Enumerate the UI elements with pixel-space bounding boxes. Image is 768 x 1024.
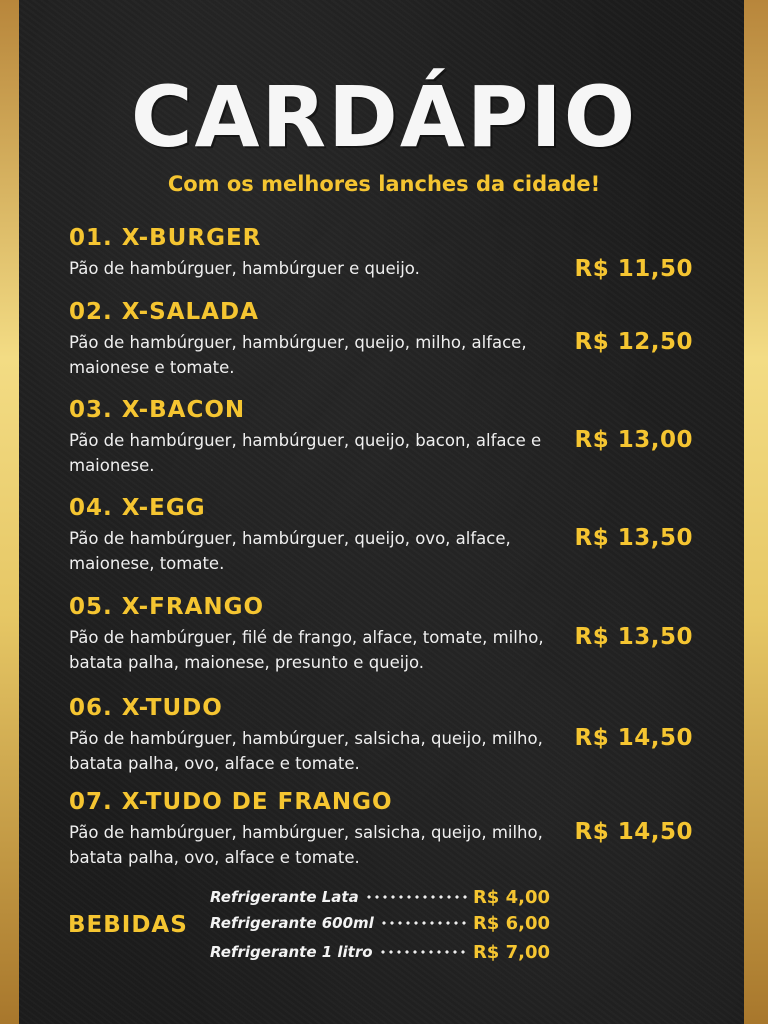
drink-name: Refrigerante 1 litro (210, 943, 373, 961)
item-name: 01. X-BURGER (69, 225, 262, 251)
item-price: R$ 14,50 (574, 819, 693, 845)
item-name: 05. X-FRANGO (69, 594, 265, 620)
menu-item (69, 494, 709, 576)
item-description: Pão de hambúrguer, hambúrguer, salsicha, queijo, milho, batata palha, ovo, alface e tomate. (69, 823, 543, 867)
item-price: R$ 13,50 (574, 624, 693, 650)
item-price: R$ 14,50 (574, 725, 693, 751)
menu-item (69, 396, 709, 478)
item-price: R$ 12,50 (574, 329, 693, 355)
dotted-leader (380, 921, 467, 925)
drink-item (210, 885, 550, 909)
drink-name: Refrigerante 600ml (210, 914, 374, 932)
drink-item (210, 940, 550, 964)
drink-price: R$ 7,00 (472, 941, 550, 963)
drink-name: Refrigerante Lata (210, 888, 359, 906)
item-name: 06. X-TUDO (69, 695, 223, 721)
menu-item (69, 298, 709, 380)
item-name: 04. X-EGG (69, 495, 206, 521)
menu-item (69, 224, 709, 281)
item-description: Pão de hambúrguer, hambúrguer, queijo, bacon, alface e maionese. (69, 431, 542, 475)
item-name: 07. X-TUDO DE FRANGO (69, 789, 393, 815)
dotted-leader (365, 895, 467, 899)
item-price: R$ 11,50 (574, 256, 693, 282)
item-description: Pão de hambúrguer, hambúrguer, queijo, milho, alface, maionese e tomate. (69, 333, 527, 377)
item-description: Pão de hambúrguer, hambúrguer, salsicha, queijo, milho, batata palha, ovo, alface e tomate. (69, 729, 543, 773)
dotted-leader (379, 950, 467, 954)
page-title: CARDÁPIO (130, 68, 638, 166)
item-name: 03. X-BACON (69, 397, 246, 423)
item-description: Pão de hambúrguer, hambúrguer, queijo, ovo, alface, maionese, tomate. (69, 529, 511, 573)
drink-price: R$ 6,00 (472, 912, 550, 934)
item-description: Pão de hambúrguer, filé de frango, alface, tomate, milho, batata palha, maionese, presunto e queijo. (69, 628, 544, 672)
menu-item (69, 593, 709, 675)
drinks-section-label: BEBIDAS (68, 912, 188, 938)
item-description: Pão de hambúrguer, hambúrguer e queijo. (69, 259, 420, 278)
page-subtitle: Com os melhores lanches da cidade! (167, 172, 601, 196)
menu-item (69, 788, 709, 870)
drink-item (210, 911, 550, 935)
menu-item (69, 694, 709, 776)
item-name: 02. X-SALADA (69, 299, 259, 325)
item-price: R$ 13,00 (574, 427, 693, 453)
drink-price: R$ 4,00 (472, 886, 550, 908)
item-price: R$ 13,50 (574, 525, 693, 551)
